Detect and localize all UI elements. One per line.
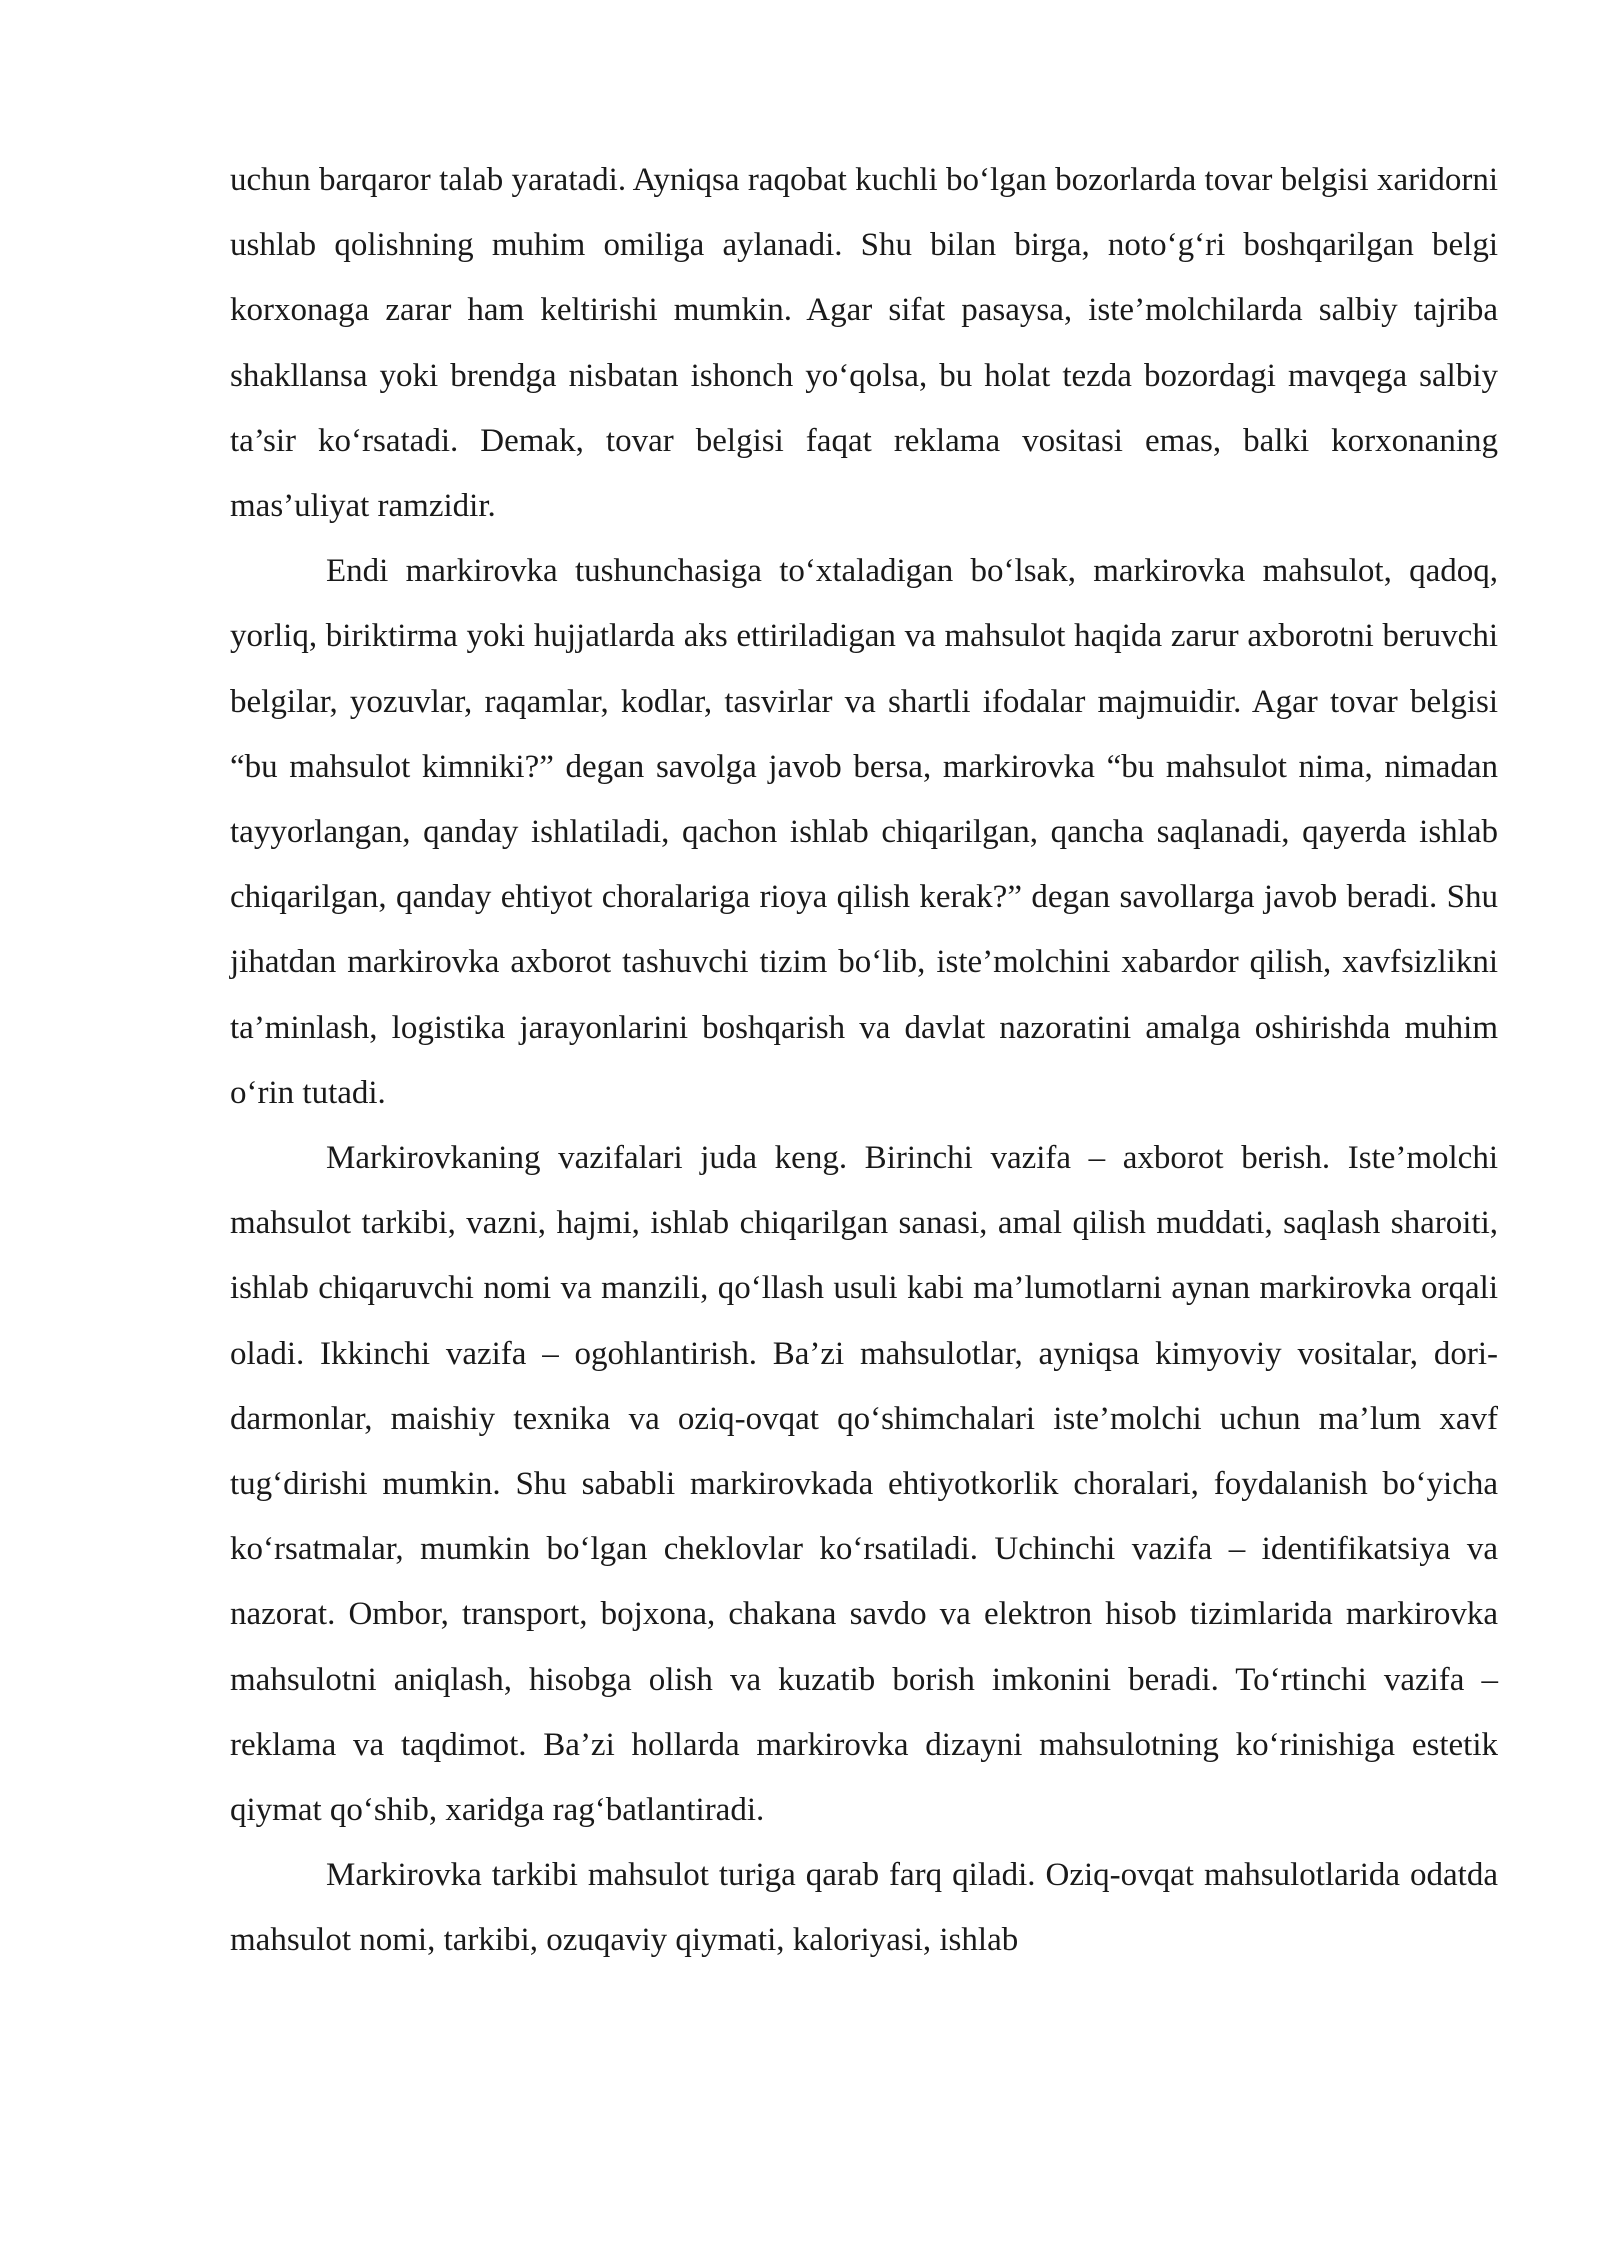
paragraph-3: Markirovkaning vazifalari juda keng. Birinchi vazifa – axborot berish. Iste’molchi mahsulot tarkibi, vazni, hajmi, ishlab chiqarilgan sanasi, amal qilish muddati, saqlash sharoiti, ishlab chiqaruvchi nomi va manzili, qo‘llash usuli kabi ma’lumotlarni aynan markirovka orqali oladi. Ikkinchi vazifa – ogohlantirish. Ba’zi mahsulotlar, ayniqsa kimyoviy vositalar, dori-darmonlar, maishiy texnika va oziq-ovqat qo‘shimchalari iste’molchi uchun ma’lum xavf tug‘dirishi mumkin. Shu sababli markirovkada ehtiyotkorlik choralari, foydalanish bo‘yicha ko‘rsatmalar, mumkin bo‘lgan cheklovlar ko‘rsatiladi. Uchinchi vazifa – identifikatsiya va nazorat. Ombor, transport, bojxona, chakana savdo va elektron hisob tizimlarida markirovka mahsulotni aniqlash, hisobga olish va kuzatib borish imkonini beradi. To‘rtinchi vazifa – reklama va taqdimot. Ba’zi hollarda markirovka dizayni mahsulotning ko‘rinishiga estetik qiymat qo‘shib, xaridga rag‘batlantiradi. xyxy=(230,1140,1498,1829)
document-body xyxy=(230,148,1498,1974)
paragraph-4: Markirovka tarkibi mahsulot turiga qarab farq qiladi. Oziq-ovqat mahsulotlarida odatda mahsulot nomi, tarkibi, ozuqaviy qiymati, kaloriyasi, ishlab xyxy=(230,1857,1498,1959)
paragraph-1: uchun barqaror talab yaratadi. Ayniqsa raqobat kuchli bo‘lgan bozorlarda tovar belgisi xaridorni ushlab qolishning muhim omiliga aylanadi. Shu bilan birga, noto‘g‘ri boshqarilgan belgi korxonaga zarar ham keltirishi mumkin. Agar sifat pasaysa, iste’molchilarda salbiy tajriba shakllansa yoki brendga nisbatan ishonch yo‘qolsa, bu holat tezda bozordagi mavqega salbiy ta’sir ko‘rsatadi. Demak, tovar belgisi faqat reklama vositasi emas, balki korxonaning mas’uliyat ramzidir. xyxy=(230,162,1498,525)
paragraph-2: Endi markirovka tushunchasiga to‘xtaladigan bo‘lsak, markirovka mahsulot, qadoq, yorliq, biriktirma yoki hujjatlarda aks ettiriladigan va mahsulot haqida zarur axborotni beruvchi belgilar, yozuvlar, raqamlar, kodlar, tasvirlar va shartli ifodalar majmuidir. Agar tovar belgisi “bu mahsulot kimniki?” degan savolga javob bersa, markirovka “bu mahsulot nima, nimadan tayyorlangan, qanday ishlatiladi, qachon ishlab chiqarilgan, qancha saqlanadi, qayerda ishlab chiqarilgan, qanday ehtiyot choralariga rioya qilish kerak?” degan savollarga javob beradi. Shu jihatdan markirovka axborot tashuvchi tizim bo‘lib, iste’molchini xabardor qilish, xavfsizlikni ta’minlash, logistika jarayonlarini boshqarish va davlat nazoratini amalga oshirishda muhim o‘rin tutadi. xyxy=(230,553,1498,1111)
